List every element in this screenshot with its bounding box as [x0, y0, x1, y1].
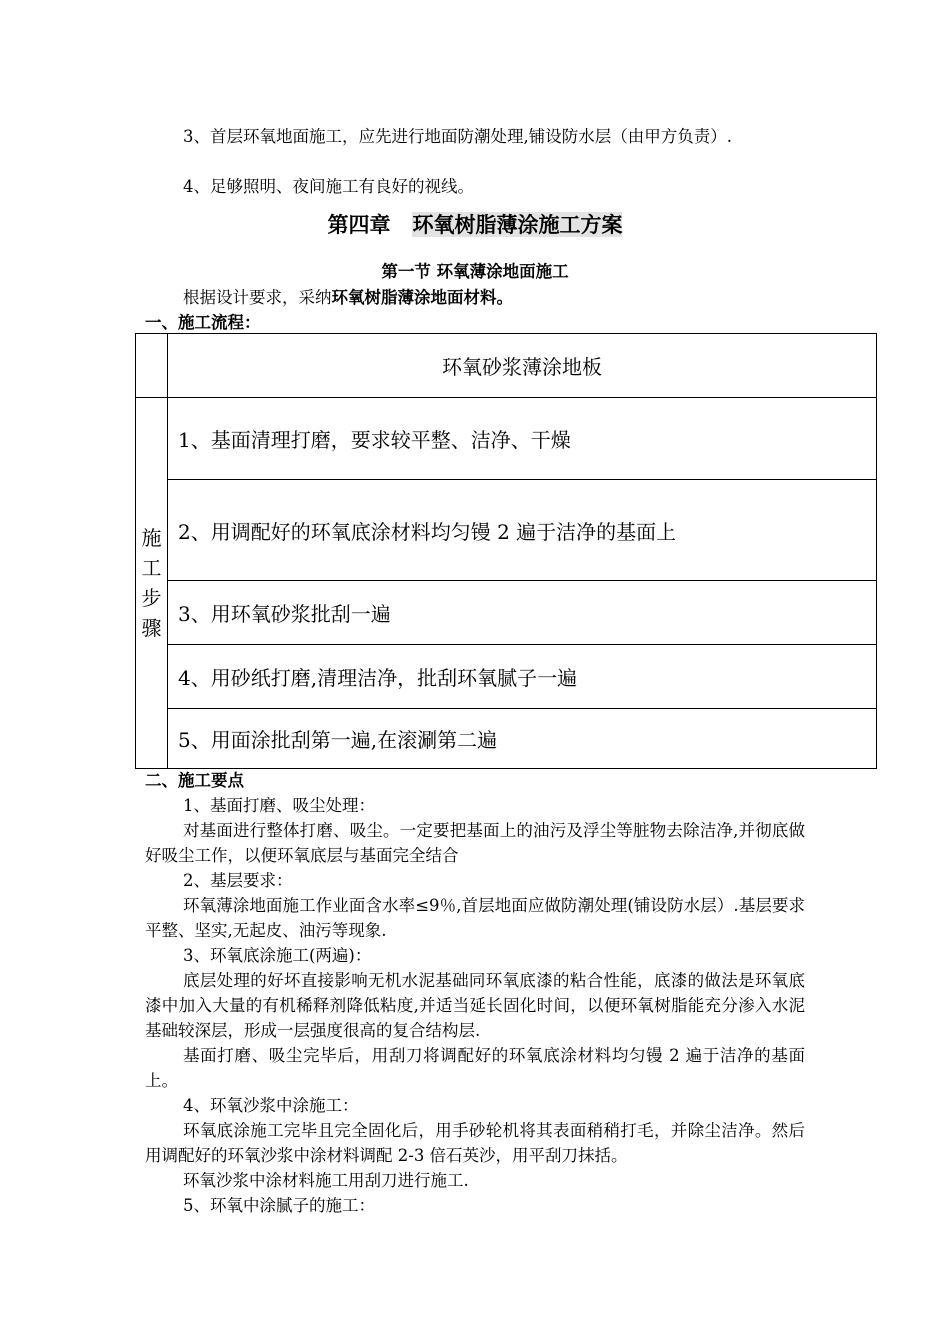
section-title: 第一节 环氧薄涂地面施工	[381, 262, 569, 281]
chapter-number: 第四章	[327, 212, 391, 237]
point-4-body-2: 环氧沙浆中涂材料施工用刮刀进行施工.	[183, 1171, 469, 1190]
point-3-body-2: 基面打磨、吸尘完毕后，用刮刀将调配好的环氧底涂材料均匀镘 2 遍于洁净的基面上。	[145, 1046, 805, 1090]
point-4-body-1: 环氧底涂施工完毕且完全固化后，用手砂轮机将其表面稍稍打毛，并除尘洁净。然后用调配好的环氧沙浆中涂材料调配 2-3 倍石英沙，用平刮刀抹括。	[145, 1121, 805, 1165]
table-row	[136, 480, 877, 581]
table-row	[136, 581, 877, 645]
table-row	[136, 709, 877, 769]
flow-heading: 一、施工流程：	[145, 313, 261, 332]
point-5-title: 5、环氧中涂腻子的施工：	[183, 1196, 375, 1215]
section-intro	[145, 285, 805, 310]
step-cell: 2、用调配好的环氧底涂材料均匀镘 2 遍于洁净的基面上	[168, 480, 877, 581]
table-title: 环氧砂浆薄涂地板	[168, 334, 877, 398]
point-4-title: 4、环氧沙浆中涂施工：	[183, 1096, 359, 1115]
step-cell: 3、用环氧砂浆批刮一遍	[168, 581, 877, 645]
point-2-title: 2、基层要求：	[183, 871, 293, 890]
intro-item-3: 3、首层环氧地面施工，应先进行地面防潮处理,铺设防水层（由甲方负责）.	[183, 127, 732, 146]
points-heading: 二、施工要点	[145, 771, 244, 790]
point-3-title: 3、环氧底涂施工(两遍)：	[183, 946, 372, 965]
step-cell: 1、基面清理打磨，要求较平整、洁净、干燥	[168, 398, 877, 480]
process-table	[135, 333, 877, 769]
table-corner-cell	[136, 334, 168, 398]
point-1-body: 对基面进行整体打磨、吸尘。一定要把基面上的油污及浮尘等脏物去除洁净,并彻底做好吸尘工作，以便环氧底层与基面完全结合	[145, 821, 805, 865]
chapter-title: 环氧树脂薄涂施工方案	[412, 212, 623, 237]
point-1-title: 1、基面打磨、吸尘处理：	[183, 796, 375, 815]
step-cell: 5、用面涂批刮第一遍,在滚涮第二遍	[168, 709, 877, 769]
chapter-heading	[0, 210, 950, 240]
point-3-body-1: 底层处理的好坏直接影响无机水泥基础同环氧底漆的粘合性能，底漆的做法是环氧底漆中加入大量的有机稀释剂降低粘度,并适当延长固化时间，以便环氧树脂能充分渗入水泥基础较深层，形成一层强度很高的复合结构层.	[145, 971, 805, 1040]
section-intro-bold: 环氧树脂薄涂地面材料。	[331, 288, 513, 307]
step-cell: 4、用砂纸打磨,清理洁净，批刮环氧腻子一遍	[168, 645, 877, 709]
side-label: 施工步骤	[141, 526, 162, 640]
section-intro-prefix: 根据设计要求，采纳	[183, 288, 332, 307]
intro-item-4: 4、足够照明、夜间施工有良好的视线。	[183, 177, 474, 196]
table-row	[136, 645, 877, 709]
point-2-body: 环氧薄涂地面施工作业面含水率≤9％,首层地面应做防潮处理(铺设防水层）.基层要求平整、坚实,无起皮、油污等现象.	[145, 896, 805, 940]
table-row	[136, 398, 877, 480]
table-header-row	[136, 334, 877, 398]
side-label-cell	[136, 398, 168, 769]
